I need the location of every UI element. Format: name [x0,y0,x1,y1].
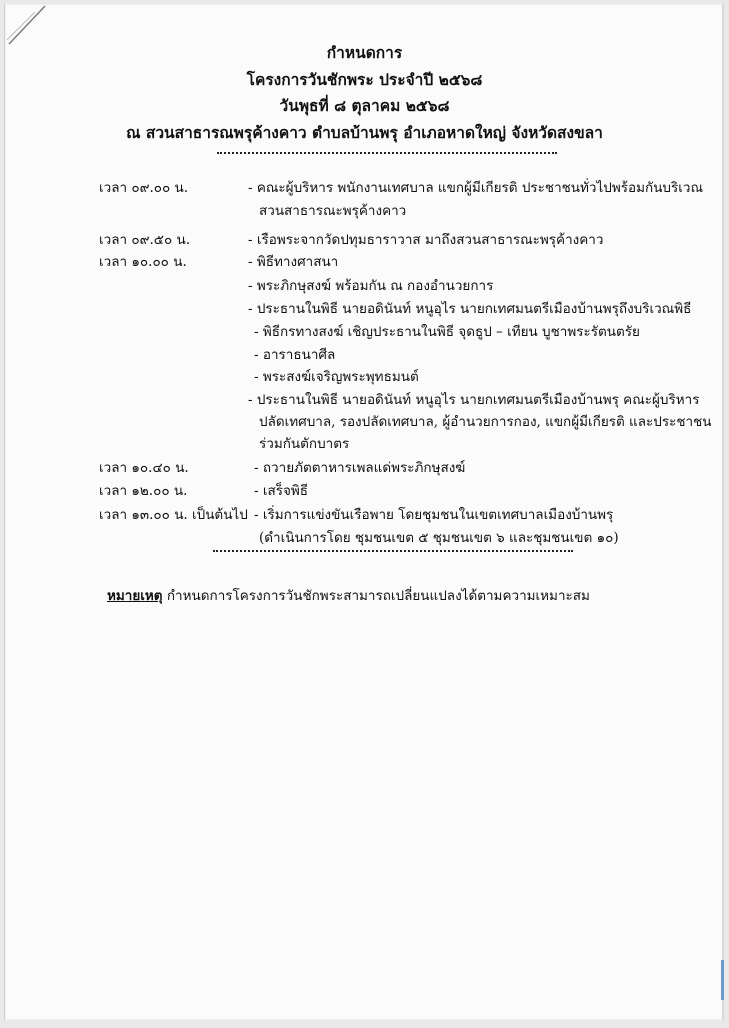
schedule-line: - อาราธนาศีล [254,347,336,363]
footnote-label: หมายเหตุ [107,588,163,604]
title-line-4: ณ สวนสาธารณพรุค้างคาว ตำบลบ้านพรุ อำเภอหาดใหญ่ จังหวัดสงขลา [126,123,603,142]
title-line-1: กำหนดการ [326,43,403,62]
schedule-time: เวลา ๐๙.๕๐ น. [99,232,191,248]
schedule-line: ปลัดเทศบาล, รองปลัดเทศบาล, ผู้อำนวยการกอง, แขกผู้มีเกียรติ และประชาชน [259,414,712,430]
bottom-dotted-divider [213,550,573,552]
schedule-line: - เสร็จพิธี [254,483,309,499]
schedule-line: - ประธานในพิธี นายอดินันท์ หนูอุไร นายกเทศมนตรีเมืองบ้านพรุถึงบริเวณพิธี [248,301,692,317]
schedule-line: - พระภิกษุสงฆ์ พร้อมกัน ณ กองอำนวยการ [248,278,494,294]
schedule-line: - เริ่มการแข่งขันเรือพาย โดยชุมชนในเขตเทศบาลเมืองบ้านพรุ [254,507,614,523]
schedule-time: เวลา ๑๒.๐๐ น. [99,483,188,499]
schedule-line: - คณะผู้บริหาร พนักงานเทศบาล แขกผู้มีเกียรติ ประชาชนทั่วไปพร้อมกันบริเวณ [248,180,703,196]
top-dotted-divider [217,152,557,154]
title-line-3: วันพุธที่ ๘ ตุลาคม ๒๕๖๘ [279,96,450,115]
schedule-line: - พระสงฆ์เจริญพระพุทธมนต์ [254,369,419,385]
schedule-time: เวลา ๑๓.๐๐ น. เป็นต้นไป [99,507,248,523]
schedule-line: (ดำเนินการโดย ชุมชนเขต ๕ ชุมชนเขต ๖ และชุมชนเขต ๑๐) [259,530,619,546]
schedule-time: เวลา ๐๙.๐๐ น. [99,180,189,196]
schedule-line: สวนสาธารณะพรุค้างคาว [259,203,407,219]
scan-edge [722,4,724,1020]
document-page [4,4,724,1020]
schedule-line: ร่วมกันตักบาตร [259,436,350,452]
schedule-line: - ประธานในพิธี นายอดินันท์ หนูอุไร นายกเทศมนตรีเมืองบ้านพรุ คณะผู้บริหาร [248,392,700,408]
footnote [107,584,590,606]
scan-edge-mark [721,960,724,1000]
schedule-line: - ถวายภัตตาหารเพลแด่พระภิกษุสงฆ์ [254,460,466,476]
schedule-line: - เรือพระจากวัดปทุมธาราวาส มาถึงสวนสาธารณะพรุค้างคาว [248,232,604,248]
schedule-line: - พิธีกรทางสงฆ์ เชิญประธานในพิธี จุดธูป – เทียน บูชาพระรัตนตรัย [254,324,640,340]
schedule-time: เวลา ๑๐.๔๐ น. [99,460,189,476]
title-line-2: โครงการวันชักพระ ประจำปี ๒๕๖๘ [246,70,483,89]
schedule-time: เวลา ๑๐.๐๐ น. [99,254,187,270]
schedule-line: - พิธีทางศาสนา [248,254,339,270]
footnote-text: กำหนดการโครงการวันชักพระสามารถเปลี่ยนแปลงได้ตามความเหมาะสม [162,588,590,604]
